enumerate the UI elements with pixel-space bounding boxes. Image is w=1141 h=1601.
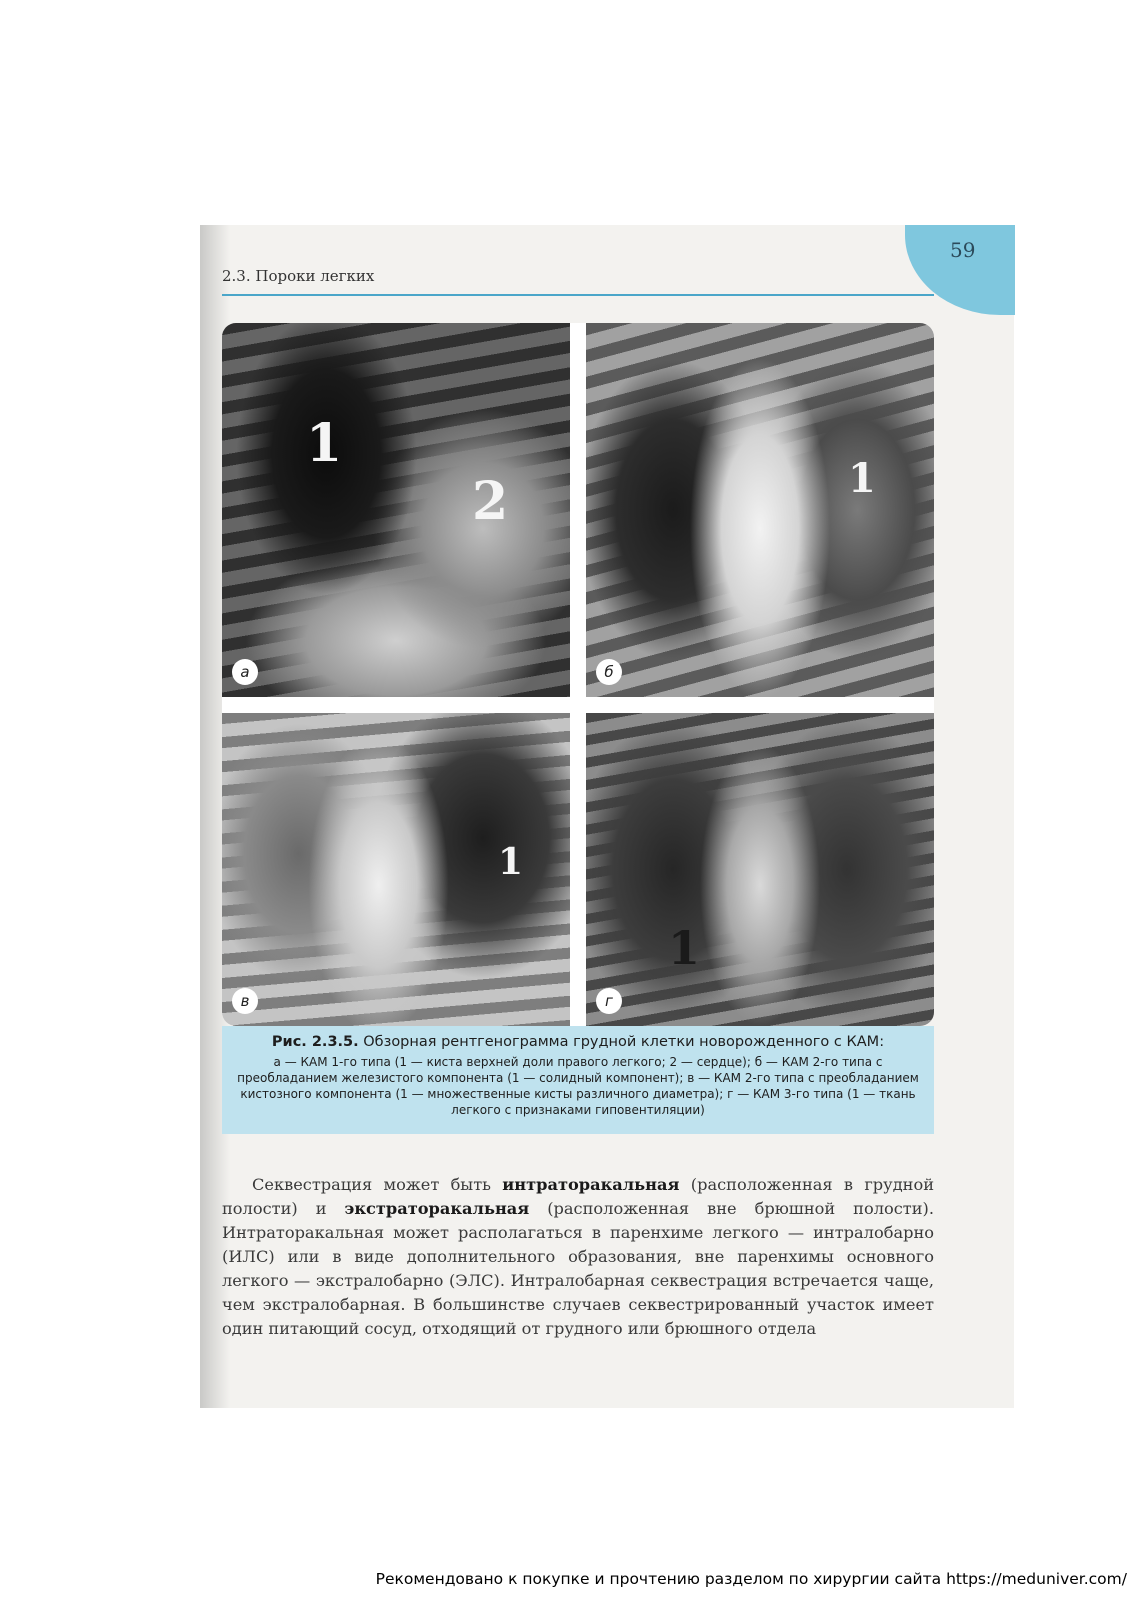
panel-letter-a: а [232, 659, 258, 685]
figure [222, 323, 934, 1026]
xray-a-label-1: 1 [306, 413, 343, 474]
panel-letter-b: б [596, 659, 622, 685]
caption-body: а — КАМ 1-го типа (1 — киста верхней доли правого легкого; 2 — сердце); б — КАМ 2-го типа с преобладанием железистого компонента (1 — солидный компонент); в — КАМ 2-го типа с преобладанием кистозного компонента (1 — множественные кисты различного диаметра); г — КАМ 3-го типа (1 — ткань легкого с признаками гиповентиляции) [237, 1055, 919, 1117]
header-rule [222, 294, 934, 296]
xray-c-label-1: 1 [498, 841, 524, 883]
xray-panel-d [586, 713, 934, 1026]
term-extrathoracic: экстраторакальная [344, 1199, 530, 1218]
xray-panel-b [586, 323, 934, 697]
panel-letter-d: г [596, 988, 622, 1014]
text-run: (расположенная в грудной полости) и [222, 1175, 934, 1218]
running-header: 2.3. Пороки легких [222, 267, 375, 285]
xray-panel-c [222, 713, 570, 1026]
paragraph-1 [222, 1173, 934, 1341]
footer-note: Рекомендовано к покупке и прочтению разделом по хирургии сайта https://meduniver.com/ [375, 1570, 1127, 1588]
xray-a-label-2: 2 [472, 471, 509, 532]
caption-title [222, 1034, 934, 1050]
caption-title-text: Обзорная рентгенограмма грудной клетки новорожденного с КАМ: [363, 1034, 885, 1050]
text-run: (расположенная вне брюшной полости). Интраторакальная может располагаться в паренхиме легкого — интралобарно (ИЛС) или в виде дополнительного образования, вне паренхимы основного легкого — экстралобарно (ЭЛС). Интралобарная секвестрация встречается чаще, чем экстралобарная. В большинстве случаев секвестрированный участок имеет один питающий сосуд, отходящий от грудного или брюшного отдела [222, 1199, 934, 1338]
figure-caption [222, 1026, 934, 1134]
panel-letter-c: в [232, 988, 258, 1014]
body-paragraph [222, 1173, 934, 1341]
xray-b-label-1: 1 [848, 455, 876, 502]
xray-d-label-1: 1 [668, 921, 701, 975]
xray-panel-a [222, 323, 570, 697]
term-intrathoracic: интраторакальная [502, 1175, 680, 1194]
page-number: 59 [950, 238, 976, 262]
text-run: Секвестрация может быть [252, 1175, 503, 1194]
caption-label: Рис. 2.3.5. [271, 1034, 359, 1050]
